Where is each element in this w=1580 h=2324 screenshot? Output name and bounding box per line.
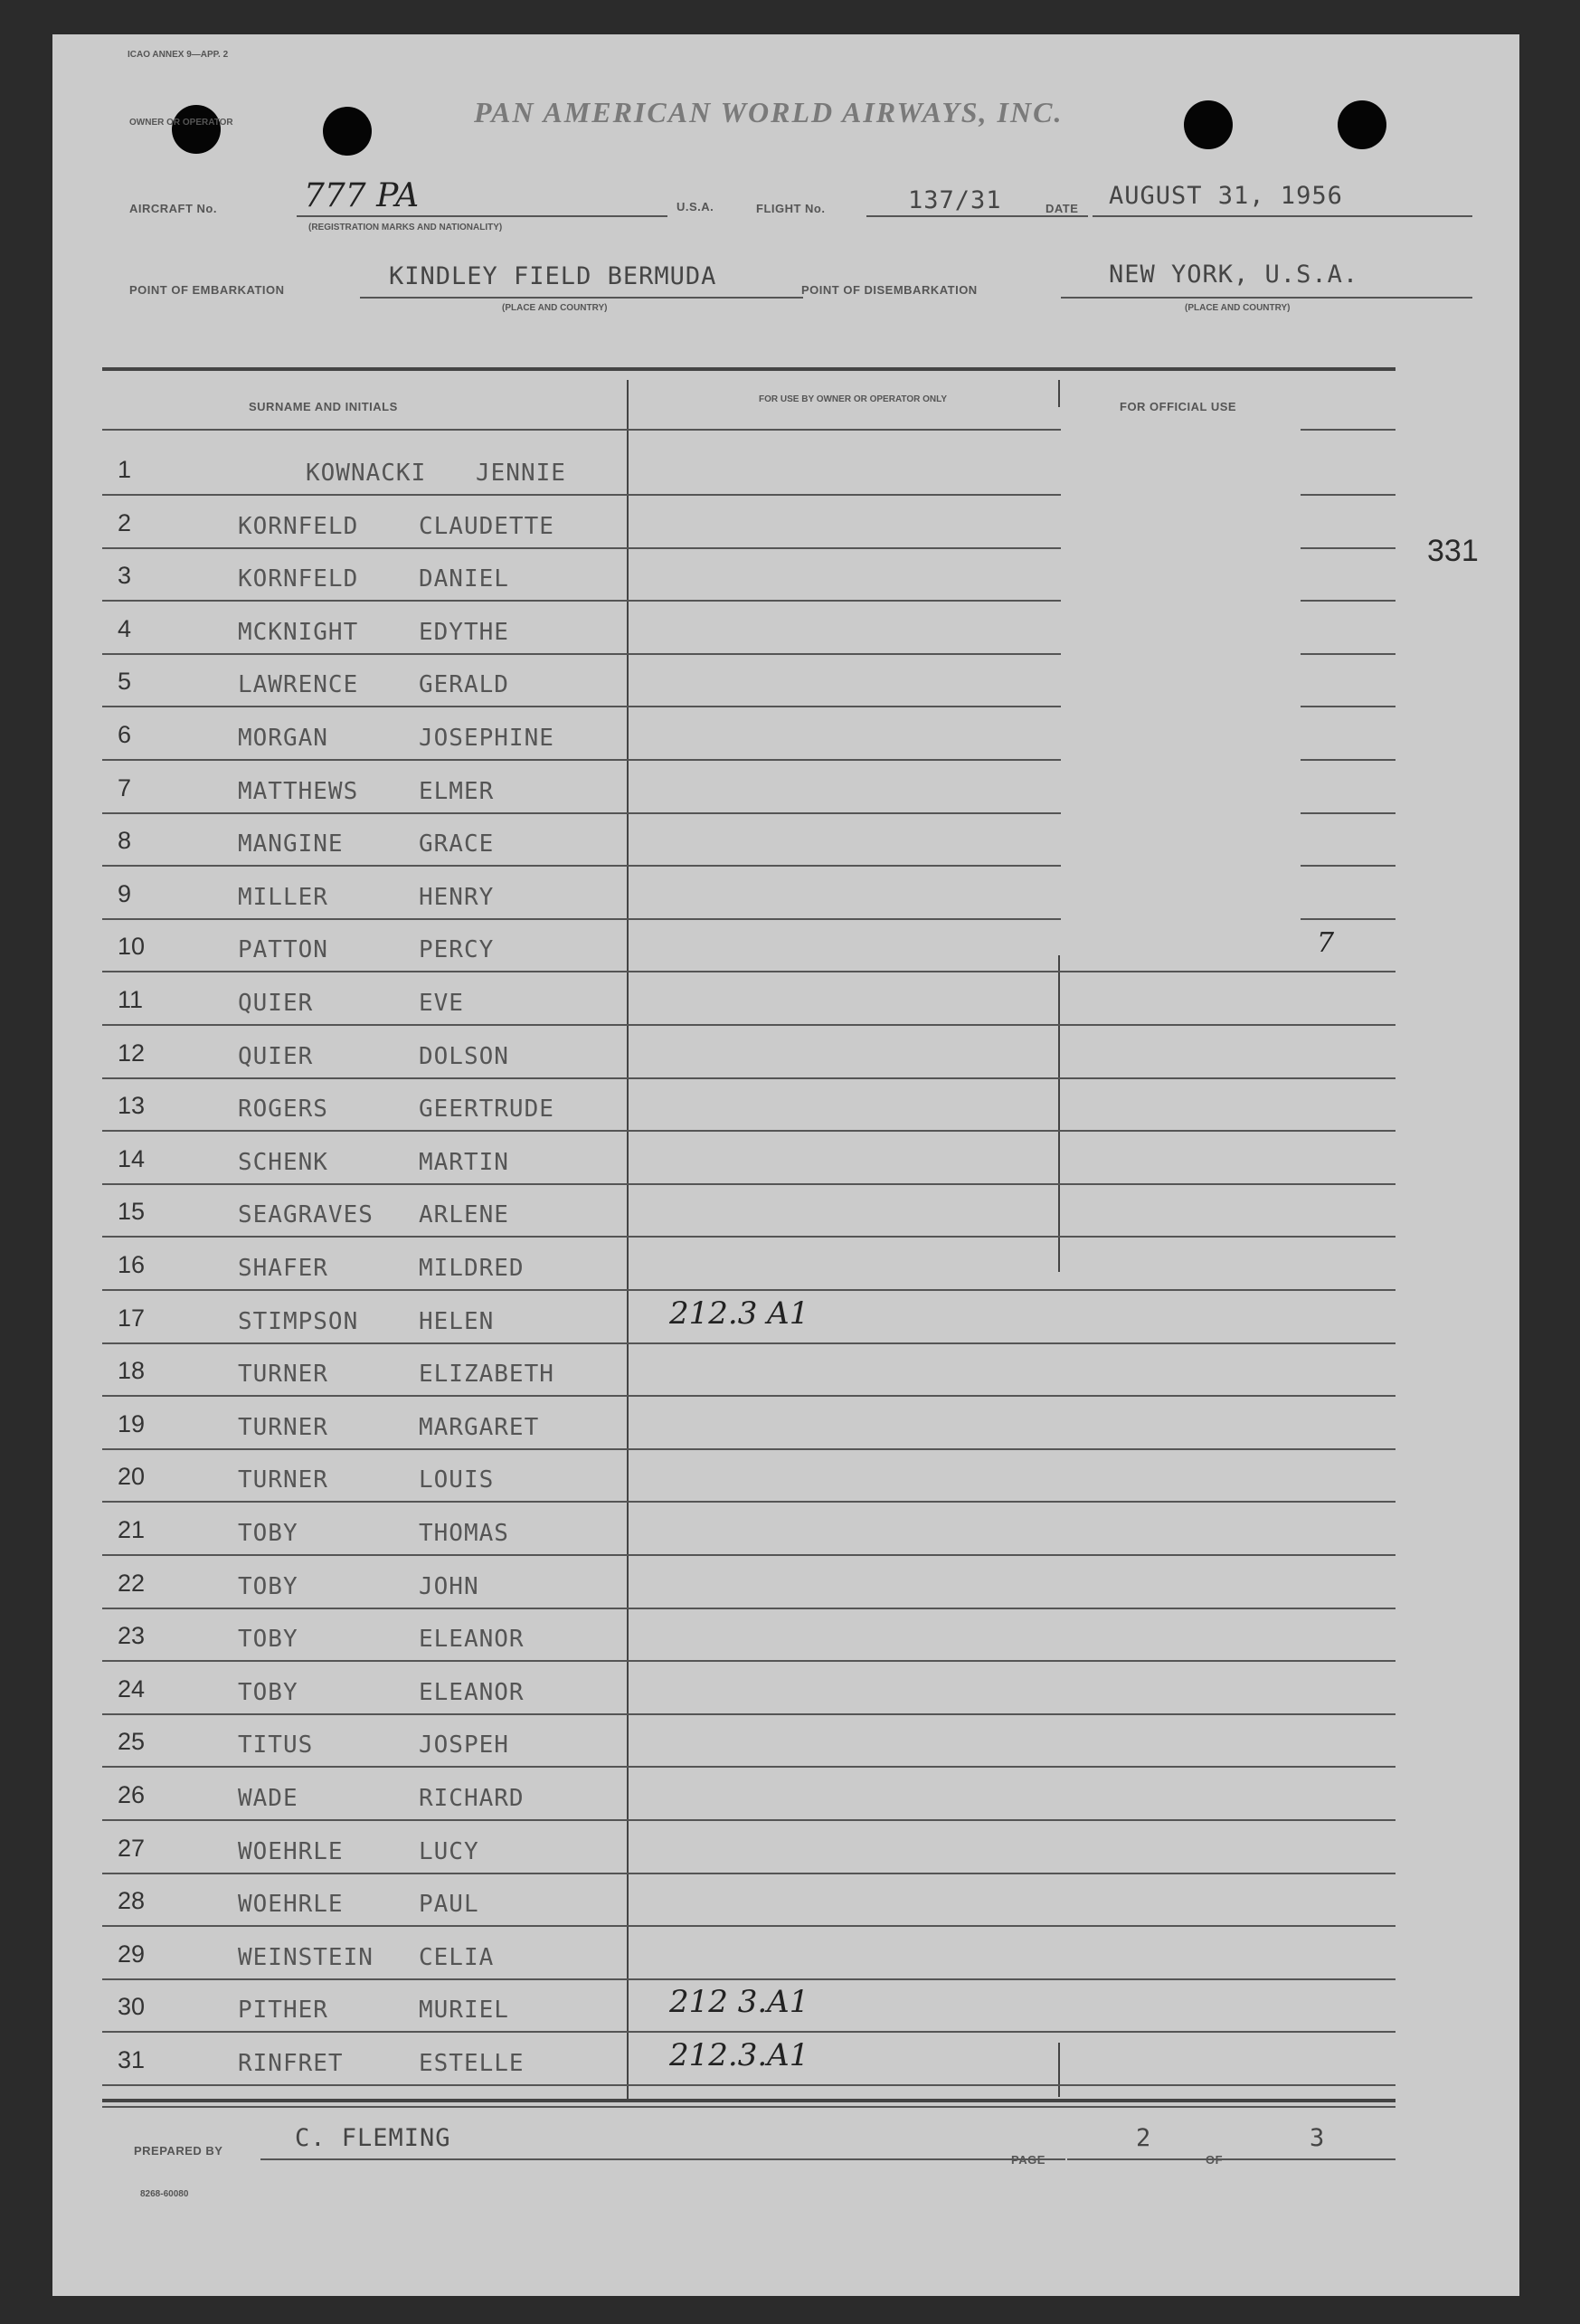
row-number: 19 (118, 1410, 146, 1437)
row-number: 4 (118, 615, 132, 642)
passenger-surname: WADE (238, 1785, 298, 1812)
column-header-owner: FOR USE BY OWNER OR OPERATOR ONLY (759, 394, 947, 404)
row-rule (102, 1024, 1396, 1026)
row-rule (102, 918, 1061, 920)
passenger-surname: RINFRET (238, 2050, 344, 2077)
row-rule (102, 1395, 1396, 1397)
row-number: 11 (118, 986, 144, 1013)
passenger-given-name: MARGARET (419, 1414, 540, 1441)
row-rule (102, 2031, 1396, 2033)
passenger-given-name: ELMER (419, 778, 495, 805)
passenger-surname: PATTON (238, 936, 328, 963)
passenger-surname: MILLER (238, 884, 328, 911)
row-rule (102, 547, 1061, 549)
passenger-surname: SHAFER (238, 1255, 328, 1282)
passenger-given-name: GEERTRUDE (419, 1096, 554, 1123)
prepared-by-label: PREPARED BY (134, 2144, 223, 2158)
passenger-given-name: JOHN (419, 1573, 479, 1600)
passenger-surname: MORGAN (238, 725, 328, 752)
passenger-given-name: CELIA (419, 1944, 495, 1971)
row-number: 17 (118, 1304, 146, 1332)
row-rule (102, 865, 1061, 867)
row-number: 10 (118, 933, 146, 960)
flight-label: FLIGHT No. (756, 202, 826, 215)
row-number: 27 (118, 1835, 146, 1862)
passenger-surname: TURNER (238, 1466, 328, 1494)
passenger-given-name: MARTIN (419, 1149, 509, 1176)
passenger-given-name: THOMAS (419, 1520, 509, 1547)
passenger-surname: QUIER (238, 1043, 314, 1070)
passenger-given-name: RICHARD (419, 1785, 525, 1812)
passenger-given-name: LOUIS (419, 1466, 495, 1494)
row-number: 5 (118, 668, 132, 695)
disembarkation-value: NEW YORK, U.S.A. (1109, 261, 1359, 289)
passenger-given-name: DANIEL (419, 565, 509, 593)
passenger-given-name: MURIEL (419, 1997, 509, 2024)
passenger-surname: WEINSTEIN (238, 1944, 374, 1971)
passenger-surname: WOEHRLE (238, 1891, 344, 1918)
column-header-name: SURNAME AND INITIALS (249, 400, 398, 413)
row-rule (102, 600, 1061, 602)
row-number: 6 (118, 721, 132, 748)
row-rule (102, 1236, 1396, 1238)
passenger-surname: TOBY (238, 1626, 298, 1653)
row-rule (102, 1660, 1396, 1662)
passenger-given-name: CLAUDETTE (419, 513, 554, 540)
row-rule (102, 706, 1061, 707)
row-number: 12 (118, 1039, 146, 1067)
passenger-surname: KORNFELD (238, 513, 359, 540)
passenger-surname: MATTHEWS (238, 778, 359, 805)
row-rule-official (1301, 812, 1396, 814)
row-rule (102, 1448, 1396, 1450)
passenger-surname: MCKNIGHT (238, 619, 359, 646)
row-rule (102, 1766, 1396, 1768)
row-number: 7 (118, 774, 132, 802)
row-rule (102, 971, 1396, 972)
passenger-given-name: GRACE (419, 830, 495, 858)
row-rule-official (1301, 918, 1396, 920)
passenger-surname: TOBY (238, 1679, 298, 1706)
disembarkation-sublabel: (PLACE AND COUNTRY) (1185, 303, 1291, 313)
row-number: 30 (118, 1993, 146, 2020)
passenger-surname: SEAGRAVES (238, 1201, 374, 1228)
passenger-given-name: MILDRED (419, 1255, 525, 1282)
owner-notation: 212 3.A1 (669, 1984, 809, 2020)
side-page-number: 331 (1427, 534, 1479, 568)
passenger-given-name: PERCY (419, 936, 495, 963)
row-number: 1 (118, 456, 132, 483)
embarkation-label: POINT OF EMBARKATION (129, 283, 285, 297)
passenger-surname: TOBY (238, 1573, 298, 1600)
passenger-surname: LAWRENCE (238, 671, 359, 698)
aircraft-value: 777 PA (304, 177, 420, 214)
row-rule (102, 1978, 1396, 1980)
official-notation: 7 (1317, 927, 1335, 959)
passenger-given-name: DOLSON (419, 1043, 509, 1070)
row-rule (102, 759, 1061, 761)
passenger-given-name: ELIZABETH (419, 1361, 554, 1388)
row-rule (102, 1873, 1396, 1874)
row-number: 25 (118, 1728, 146, 1755)
row-rule (102, 1554, 1396, 1556)
passenger-given-name: HELEN (419, 1308, 495, 1335)
punch-hole-1 (172, 105, 221, 154)
owner-notation: 212.3 A1 (669, 1295, 809, 1332)
row-rule-official (1301, 759, 1396, 761)
passenger-given-name: EVE (419, 990, 464, 1017)
passenger-surname: TOBY (238, 1520, 298, 1547)
owner-operator-label: OWNER OR OPERATOR (129, 118, 233, 128)
passenger-given-name: ELEANOR (419, 1626, 525, 1653)
row-number: 23 (118, 1622, 146, 1649)
usa-label: U.S.A. (676, 200, 714, 213)
passenger-surname: STIMPSON (238, 1308, 359, 1335)
embarkation-sublabel: (PLACE AND COUNTRY) (502, 303, 608, 313)
aircraft-sublabel: (REGISTRATION MARKS AND NATIONALITY) (308, 223, 503, 232)
row-rule (102, 1713, 1396, 1715)
passenger-given-name: PAUL (419, 1891, 479, 1918)
passenger-given-name: JENNIE (476, 460, 566, 487)
row-rule (102, 1342, 1396, 1344)
date-value: AUGUST 31, 1956 (1109, 182, 1343, 210)
passenger-surname: QUIER (238, 990, 314, 1017)
row-rule (102, 812, 1061, 814)
row-rule (102, 494, 1061, 496)
row-rule-official (1301, 706, 1396, 707)
row-rule (102, 1077, 1396, 1079)
disembarkation-label: POINT OF DISEMBARKATION (801, 283, 978, 297)
passenger-surname: TITUS (238, 1731, 314, 1759)
passenger-surname: KOWNACKI (306, 460, 427, 487)
total-pages: 3 (1310, 2124, 1326, 2152)
punch-hole-3 (1184, 100, 1233, 149)
punch-hole-2 (323, 107, 372, 156)
passenger-given-name: GERALD (419, 671, 509, 698)
row-number: 28 (118, 1887, 146, 1914)
row-rule (102, 1925, 1396, 1927)
manifest-page (52, 34, 1519, 2296)
row-number: 2 (118, 509, 132, 536)
row-number: 24 (118, 1675, 146, 1703)
row-number: 15 (118, 1198, 146, 1225)
row-rule-official (1301, 600, 1396, 602)
row-rule (102, 653, 1061, 655)
row-rule (102, 1608, 1396, 1609)
row-number: 9 (118, 880, 132, 907)
embarkation-value: KINDLEY FIELD BERMUDA (389, 262, 717, 290)
prepared-by-value: C. FLEMING (295, 2124, 451, 2152)
passenger-surname: WOEHRLE (238, 1838, 344, 1865)
page-number: 2 (1136, 2124, 1152, 2152)
passenger-surname: SCHENK (238, 1149, 328, 1176)
row-rule (102, 2084, 1396, 2086)
passenger-surname: TURNER (238, 1361, 328, 1388)
company-name: PAN AMERICAN WORLD AIRWAYS, INC. (474, 96, 1064, 128)
row-rule-official (1301, 547, 1396, 549)
passenger-surname: MANGINE (238, 830, 344, 858)
passenger-surname: PITHER (238, 1997, 328, 2024)
row-number: 18 (118, 1357, 146, 1384)
owner-notation: 212.3.A1 (669, 2037, 809, 2073)
row-rule (102, 1819, 1396, 1821)
of-label: OF (1206, 2153, 1224, 2167)
row-number: 21 (118, 1516, 146, 1543)
date-label: DATE (1045, 202, 1079, 215)
row-number: 22 (118, 1570, 146, 1597)
aircraft-label: AIRCRAFT No. (129, 202, 217, 215)
passenger-given-name: ELEANOR (419, 1679, 525, 1706)
passenger-given-name: HENRY (419, 884, 495, 911)
row-rule-official (1301, 865, 1396, 867)
passenger-given-name: JOSEPHINE (419, 725, 554, 752)
passenger-given-name: ESTELLE (419, 2050, 525, 2077)
row-rule (102, 1183, 1396, 1185)
passenger-surname: KORNFELD (238, 565, 359, 593)
form-code: 8268-60080 (140, 2189, 189, 2199)
form-reference: ICAO ANNEX 9—APP. 2 (128, 50, 229, 60)
punch-hole-4 (1338, 100, 1386, 149)
row-rule (102, 1289, 1396, 1291)
row-number: 3 (118, 562, 132, 589)
passenger-given-name: LUCY (419, 1838, 479, 1865)
row-number: 8 (118, 827, 132, 854)
column-header-official: FOR OFFICIAL USE (1120, 400, 1237, 413)
passenger-surname: ROGERS (238, 1096, 328, 1123)
flight-value: 137/31 (908, 186, 1002, 214)
row-number: 29 (118, 1940, 146, 1968)
row-number: 14 (118, 1145, 146, 1172)
page-label: PAGE (1011, 2153, 1045, 2167)
row-rule-official (1301, 494, 1396, 496)
row-number: 26 (118, 1781, 146, 1808)
row-rule (102, 1130, 1396, 1132)
row-number: 20 (118, 1463, 146, 1490)
passenger-given-name: ARLENE (419, 1201, 509, 1228)
row-number: 31 (118, 2046, 146, 2073)
passenger-given-name: EDYTHE (419, 619, 509, 646)
row-number: 16 (118, 1251, 146, 1278)
row-rule (102, 1501, 1396, 1503)
row-rule-official (1301, 653, 1396, 655)
passenger-surname: TURNER (238, 1414, 328, 1441)
passenger-given-name: JOSPEH (419, 1731, 509, 1759)
row-number: 13 (118, 1092, 146, 1119)
